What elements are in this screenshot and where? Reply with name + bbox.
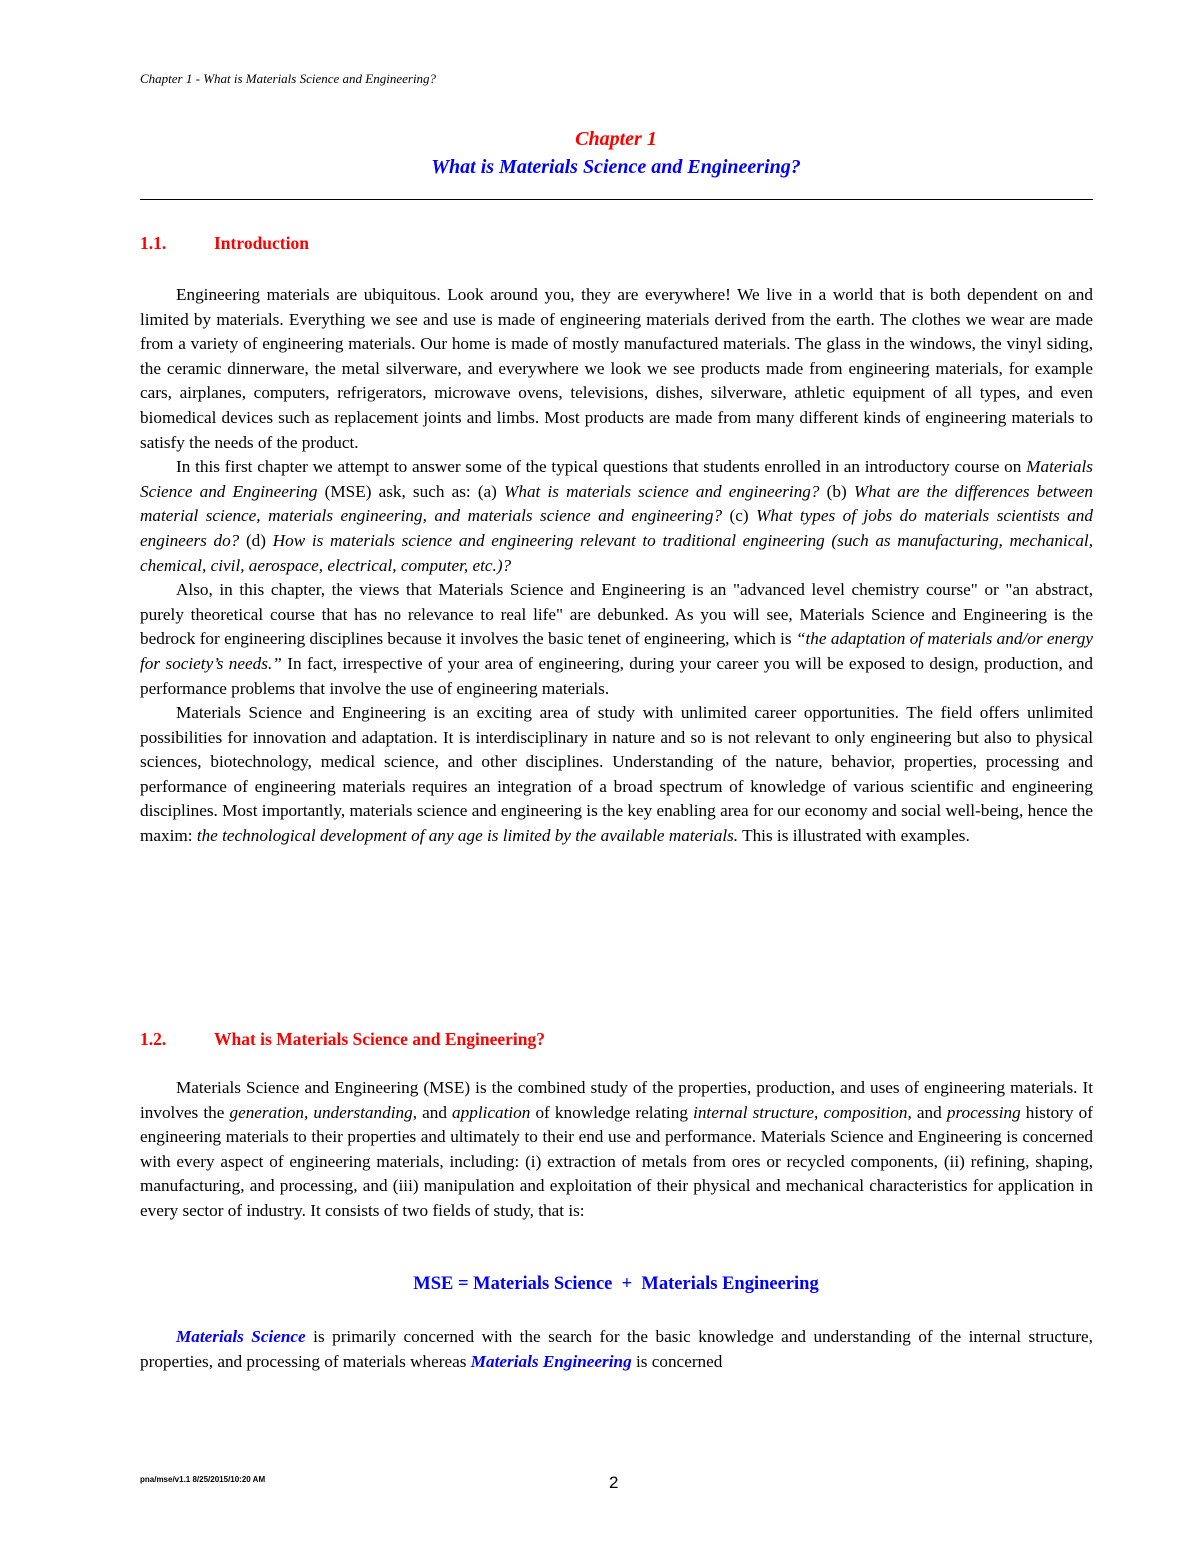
mse-equation: MSE = Materials Science + Materials Engineering <box>413 1274 819 1294</box>
term-materials-science: Materials Science <box>176 1327 306 1346</box>
mse-definition-body <box>140 1325 1093 1374</box>
what-is-mse-body <box>140 1076 1093 1224</box>
paragraph: Materials Science and Engineering is an exciting area of study with unlimited career opportunities. The field offers unlimited possibilities for innovation and adaptation. It is interdisciplinary in nature and so is not relevant to only engineering but also to physical sciences, biotechnology, medical science, and other disciplines. Understanding of the nature, behavior, properties, processing and performance of engineering materials requires an integration of a broad spectrum of knowledge of various scientific and engineering disciplines. Most importantly, materials science and engineering is the key enabling area for our economy and social well-being, hence the maxim: the technological development of any age is limited by the available materials. This is illustrated with examples. <box>140 703 1093 846</box>
paragraph: In this first chapter we attempt to answer some of the typical questions that students enrolled in an introductory course on Materials Science and Engineering (MSE) ask, such as: (a) What is materials science and engineering? (b) What are the differences between material science, materials engineering, and materials science and engineering? (c) What types of jobs do materials scientists and engineers do? (d) How is materials science and engineering relevant to traditional engineering (such as manufacturing, mechanical, chemical, civil, aerospace, electrical, computer, etc.)? <box>140 457 1094 575</box>
page-number: 2 <box>609 1473 619 1492</box>
title-divider <box>140 199 1093 200</box>
section-title: What is Materials Science and Engineering? <box>214 1029 546 1049</box>
section-title: Introduction <box>214 233 309 253</box>
chapter-number: Chapter 1 <box>575 128 657 150</box>
section-heading-what-is-mse <box>140 1029 545 1050</box>
paragraph: Materials Science and Engineering (MSE) is the combined study of the properties, production, and uses of engineering materials. It involves the generation, understanding, and application of knowledge relating internal structure, composition, and processing history of engineering materials to their properties and ultimately to their end use and performance. Materials Science and Engineering is concerned with every aspect of engineering materials, including: (i) extraction of metals from ores or recycled components, (ii) refining, shaping, manufacturing, and processing, and (iii) manipulation and exploitation of their physical and mechanical characteristics for application in every sector of industry. It consists of two fields of study, that is: <box>140 1078 1093 1220</box>
chapter-title: What is Materials Science and Engineering? <box>431 156 801 178</box>
running-header: Chapter 1 - What is Materials Science and Engineering? <box>140 71 437 86</box>
paragraph: Materials Science is primarily concerned with the search for the basic knowledge and understanding of the internal structure, properties, and processing of materials whereas Materials Engineering is concerned <box>140 1327 1093 1371</box>
section-number: 1.2. <box>140 1029 167 1049</box>
term-materials-engineering: Materials Engineering <box>470 1351 632 1371</box>
section-number: 1.1. <box>140 233 167 253</box>
paragraph: Also, in this chapter, the views that Materials Science and Engineering is an "advanced level chemistry course" or "an abstract, purely theoretical course that has no relevance to real life" are debunked. As you will see, Materials Science and Engineering is the bedrock for engineering disciplines because it involves the basic tenet of engineering, which is “the adaptation of materials and/or energy for society’s needs.” In fact, irrespective of your area of engineering, during your career you will be exposed to design, production, and performance problems that involve the use of engineering materials. <box>140 580 1094 698</box>
footer-file-info: pna/mse/v1.1 8/25/2015/10:20 AM <box>140 1475 266 1484</box>
section-heading-introduction <box>140 233 309 254</box>
paragraph: Engineering materials are ubiquitous. Look around you, they are everywhere! We live in a world that is both dependent on and limited by materials. Everything we see and use is made of engineering materials derived from the earth. The clothes we wear are made from a variety of engineering materials. Our home is made of mostly manufactured materials. The glass in the windows, the vinyl siding, the ceramic dinnerware, the metal silverware, and everywhere we look we see products made from engineering materials, for example cars, airplanes, computers, refrigerators, microwave ovens, televisions, dishes, silverware, athletic equipment of all types, and even biomedical devices such as replacement joints and limbs. Most products are made from many different kinds of engineering materials to satisfy the needs of the product. <box>140 285 1093 452</box>
introduction-body <box>140 283 1093 849</box>
